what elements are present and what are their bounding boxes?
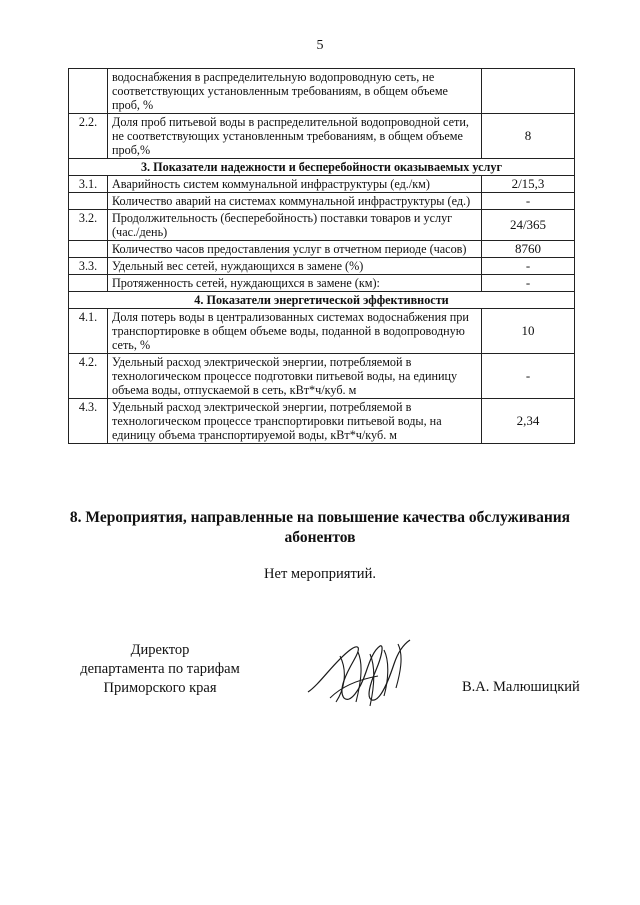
- signer-title-line-1: Директор: [130, 642, 190, 658]
- section-8-heading: [60, 508, 580, 548]
- section-title: 3. Показатели надежности и бесперебойности оказываемых услуг: [69, 159, 575, 176]
- table-row: [69, 399, 575, 444]
- section-8-heading-line-1: 8. Мероприятия, направленные на повышение качества обслуживания: [69, 509, 571, 526]
- indicator-name: Доля проб питьевой воды в распределительной водопроводной сети, не соответствующих установленным требованиям, в общем объеме проб,%: [108, 114, 482, 159]
- table-row: [69, 176, 575, 193]
- indicator-name: Удельный вес сетей, нуждающихся в замене (%): [108, 258, 482, 275]
- indicator-name: Удельный расход электрической энергии, потребляемой в технологическом процессе подготовки питьевой воды, на единицу объема воды, отпускаемой в сеть, кВт*ч/куб. м: [108, 354, 482, 399]
- section-title: 4. Показатели энергетической эффективности: [69, 292, 575, 309]
- indicator-value: 2,34: [482, 399, 575, 444]
- indicator-value: 8760: [482, 241, 575, 258]
- row-number: 2.2.: [69, 114, 108, 159]
- indicator-value: -: [482, 275, 575, 292]
- indicator-name: Протяженность сетей, нуждающихся в замене (км):: [108, 275, 482, 292]
- indicators-table-body: [69, 69, 575, 444]
- indicator-value: -: [482, 193, 575, 210]
- row-number: 3.3.: [69, 258, 108, 275]
- indicator-value: 24/365: [482, 210, 575, 241]
- indicator-name: водоснабжения в распределительную водопроводную сеть, не соответствующих установленным требованиям, в общем объеме проб, %: [108, 69, 482, 114]
- table-section-row: [69, 292, 575, 309]
- table-row: [69, 354, 575, 399]
- indicator-value: 2/15,3: [482, 176, 575, 193]
- indicator-name: Количество часов предоставления услуг в отчетном периоде (часов): [108, 241, 482, 258]
- indicator-name: Доля потерь воды в централизованных системах водоснабжения при транспортировке в общем объеме воды, поданной в водопроводную сеть, %: [108, 309, 482, 354]
- table-row: [69, 309, 575, 354]
- indicator-value: 8: [482, 114, 575, 159]
- signer-title: [60, 641, 260, 698]
- table-row: [69, 241, 575, 258]
- indicator-value: -: [482, 258, 575, 275]
- section-8-heading-line-2: абонентов: [284, 529, 356, 546]
- row-number: [69, 69, 108, 114]
- table-row: [69, 258, 575, 275]
- row-number: [69, 241, 108, 258]
- row-number: 3.1.: [69, 176, 108, 193]
- indicator-name: Аварийность систем коммунальной инфраструктуры (ед./км): [108, 176, 482, 193]
- table-row: [69, 275, 575, 292]
- indicator-name: Продолжительность (бесперебойность) поставки товаров и услуг (час./день): [108, 210, 482, 241]
- indicator-name: Количество аварий на системах коммунальной инфраструктуры (ед.): [108, 193, 482, 210]
- table-row: [69, 69, 575, 114]
- table-row: [69, 210, 575, 241]
- row-number: [69, 193, 108, 210]
- row-number: 3.2.: [69, 210, 108, 241]
- row-number: 4.1.: [69, 309, 108, 354]
- row-number: 4.3.: [69, 399, 108, 444]
- row-number: [69, 275, 108, 292]
- signer-name: В.А. Малюшицкий: [462, 679, 580, 695]
- handwritten-signature: [300, 632, 430, 712]
- indicator-value: -: [482, 354, 575, 399]
- section-8-text: Нет мероприятий.: [264, 566, 376, 582]
- page-number: 5: [316, 38, 324, 53]
- indicator-name: Удельный расход электрической энергии, потребляемой в технологическом процессе транспортировки питьевой воды, на единицу объема транспортируемой воды, кВт*ч/куб. м: [108, 399, 482, 444]
- table-row: [69, 193, 575, 210]
- row-number: 4.2.: [69, 354, 108, 399]
- signer-title-line-3: Приморского края: [103, 680, 217, 696]
- indicators-table: [68, 68, 575, 444]
- indicator-value: 10: [482, 309, 575, 354]
- table-section-row: [69, 159, 575, 176]
- table-row: [69, 114, 575, 159]
- indicator-value: [482, 69, 575, 114]
- signer-title-line-2: департамента по тарифам: [80, 661, 240, 677]
